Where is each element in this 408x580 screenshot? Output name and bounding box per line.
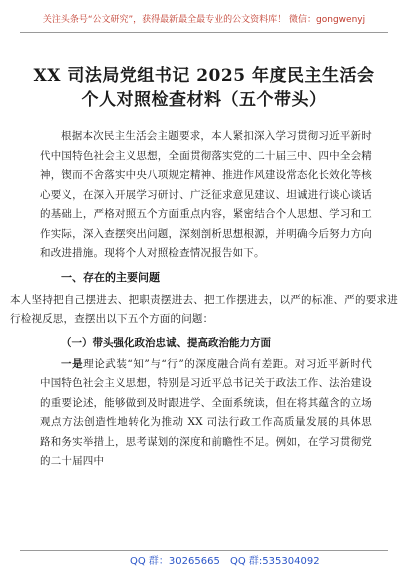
footer bbox=[20, 550, 388, 573]
point-text: 理论武装“知”与“行”的深度融合尚有差距。对习近平新时代中国特色社会主义思想，特别是习近平总书记关于政法工作、法治建设的重要论述，能够做到及时跟进学、全面系统读，但在将其蕴含的立场观点方法创造性地转化为推动 XX 司法行政工作高质量发展的具体思路和务实举措上，思考谋划的深度和前瞻性不足。例如，在学习贯彻党的二十届四中 bbox=[40, 357, 373, 467]
header-banner: 关注头条号“公文研究”，获得最新最全最专业的公文资料库！ 微信：gongwenyj bbox=[20, 10, 388, 33]
intro-paragraph: 根据本次民主生活会主题要求，本人紧扣深入学习贯彻习近平新时代中国特色社会主义思想，全面贯彻落实党的二十届三中、四中全会精神，锲而不舍落实中央八项规定精神、推进作风建设常态化长效化等核心要义，在深入开展学习研讨、广泛征求意见建议、坦诚进行谈心谈话的基础上，严格对照五个方面重点内容，紧密结合个人思想、学习和工作实际，深入查摆突出问题，深刻剖析思想根源，并明确今后努力方向和改进措施。现将个人对照检查情况报告如下。 bbox=[40, 130, 372, 259]
point-paragraph bbox=[40, 355, 372, 472]
footer-qq-group-2: QQ 群:535304092 bbox=[230, 556, 320, 567]
title-line-1: XX 司法局党组书记 2025 年度民主生活会 bbox=[33, 66, 375, 86]
subsection-heading: （一）带头强化政治忠诚、提高政治能力方面 bbox=[61, 336, 271, 349]
point-lead: 一是 bbox=[61, 357, 84, 370]
document-body bbox=[10, 127, 398, 472]
section-paragraph: 本人坚持把自己摆进去、把职责摆进去、把工作摆进去，以严的标准、严的要求进行检视反思，查摆出以下五个方面的问题： bbox=[10, 293, 398, 325]
document-title bbox=[0, 64, 408, 112]
section-heading: 一、存在的主要问题 bbox=[61, 270, 160, 284]
title-line-2: 个人对照检查材料（五个带头） bbox=[81, 90, 327, 110]
footer-qq-group-1: QQ 群：30265665 bbox=[130, 556, 220, 567]
